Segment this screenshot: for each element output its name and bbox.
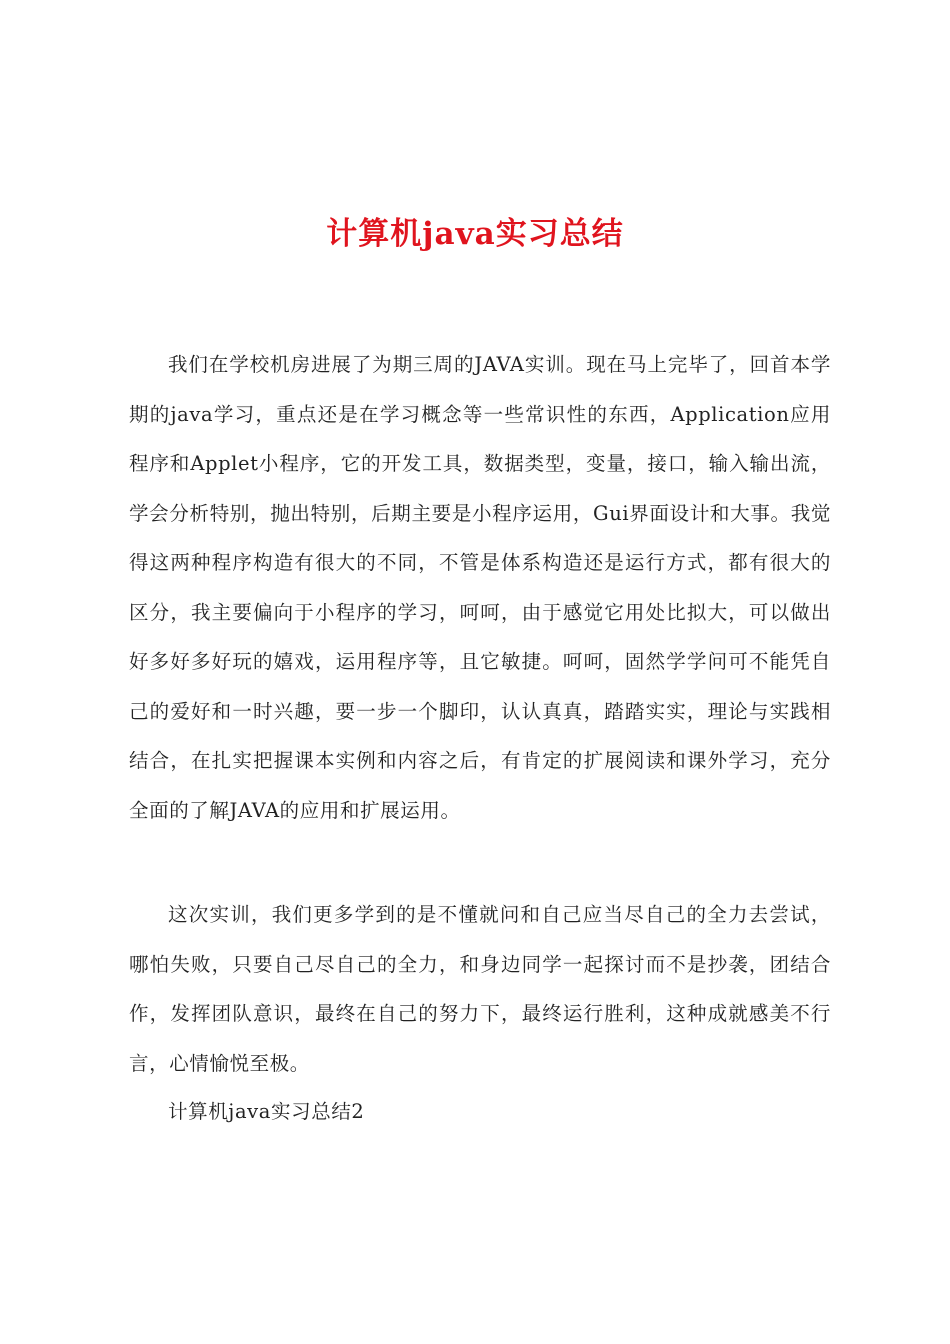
document-title: 计算机java实习总结 <box>326 216 624 252</box>
paragraph-2: 这次实训，我们更多学到的是不懂就问和自己应当尽自己的全力去尝试，哪怕失败，只要自己尽自己的全力，和身边同学一起探讨而不是抄袭，团结合作，发挥团队意识，最终在自己的努力下，最终运行胜利，这种成就感美不行言，心情愉悦至极。 <box>129 903 831 1075</box>
paragraph-1: 我们在学校机房进展了为期三周的JAVA实训。现在马上完毕了，回首本学期的java学习，重点还是在学习概念等一些常识性的东西，Application应用程序和Applet小程序，它的开发工具，数据类型，变量，接口，输入输出流，学会分析特别，抛出特别，后期主要是小程序运用，Gui界面设计和大事。我觉得这两种程序构造有很大的不同，不管是体系构造还是运行方式，都有很大的区分，我主要偏向于小程序的学习，呵呵，由于感觉它用处比拟大，可以做出好多好多好玩的嬉戏，运用程序等，且它敏捷。呵呵，固然学学问可不能凭自己的爱好和一时兴趣，要一步一个脚印，认认真真，踏踏实实，理论与实践相结合，在扎实把握课本实例和内容之后，有肯定的扩展阅读和课外学习，充分全面的了解JAVA的应用和扩展运用。 <box>129 353 831 822</box>
section-heading-2: 计算机java实习总结2 <box>168 1100 365 1123</box>
